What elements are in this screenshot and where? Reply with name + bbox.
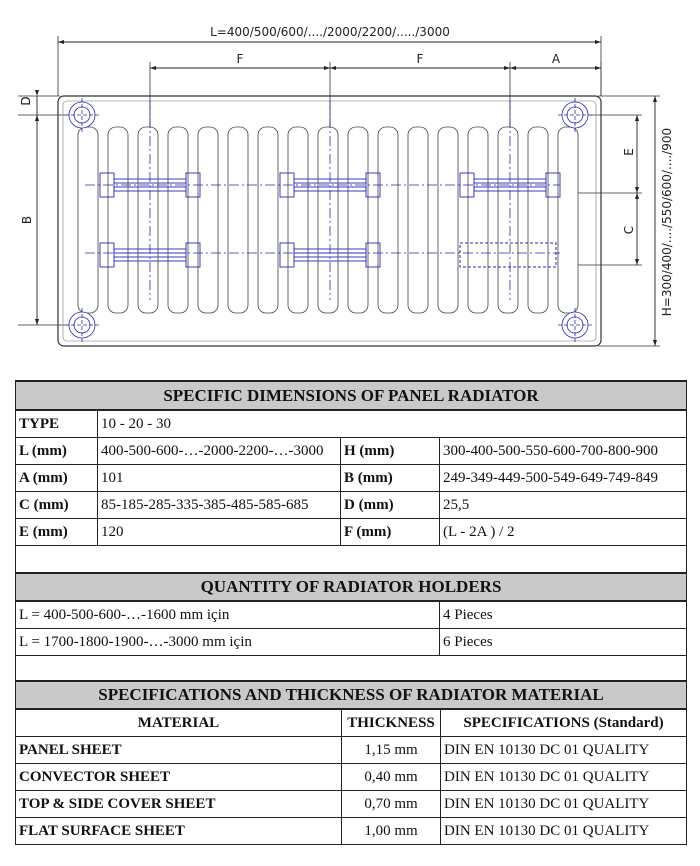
radiator-rib (528, 127, 548, 313)
holder-quantity: 4 Pieces (440, 601, 687, 629)
radiator-rib (438, 127, 458, 313)
c-dimension-label: C (622, 225, 636, 235)
material-table (15, 680, 687, 845)
f-dimension-label-left: F (236, 52, 244, 66)
dimension-label: A (mm) (16, 465, 98, 492)
radiator-rib (138, 127, 158, 313)
dimension-value: 120 (98, 519, 341, 546)
connection-port (558, 98, 592, 132)
dimension-label: H (mm) (341, 438, 440, 465)
dimension-label: L (mm) (16, 438, 98, 465)
dimension-value: (L - 2A ) / 2 (440, 519, 687, 546)
radiator-rib (318, 127, 338, 313)
dimension-value: 400-500-600-…-2000-2200-…-3000 (98, 438, 341, 465)
holders-title: QUANTITY OF RADIATOR HOLDERS (16, 573, 687, 601)
material-name: PANEL SHEET (16, 737, 342, 764)
dimension-label: B (mm) (341, 465, 440, 492)
type-label: TYPE (16, 410, 98, 438)
radiator-rib (468, 127, 488, 313)
material-name: FLAT SURFACE SHEET (16, 818, 342, 845)
radiator-rib (498, 127, 518, 313)
material-thickness: 1,00 mm (342, 818, 441, 845)
material-name: TOP & SIDE COVER SHEET (16, 791, 342, 818)
holder-range: L = 1700-1800-1900-…-3000 mm için (16, 629, 440, 656)
connection-port (65, 308, 99, 342)
b-dimension-label: B (20, 215, 34, 225)
radiator-rib (348, 127, 368, 313)
material-specification: DIN EN 10130 DC 01 QUALITY (441, 737, 687, 764)
material-specification: DIN EN 10130 DC 01 QUALITY (441, 764, 687, 791)
dimension-value: 300-400-500-550-600-700-800-900 (440, 438, 687, 465)
holder-quantity: 6 Pieces (440, 629, 687, 656)
radiator-rib (198, 127, 218, 313)
material-thickness: 0,70 mm (342, 791, 441, 818)
connection-port (65, 98, 99, 132)
e-dimension-label: E (622, 148, 636, 156)
dimension-label: E (mm) (16, 519, 98, 546)
radiator-rib (168, 127, 188, 313)
radiator-rib (258, 127, 278, 313)
dimension-label: F (mm) (341, 519, 440, 546)
material-specification: DIN EN 10130 DC 01 QUALITY (441, 791, 687, 818)
f-dimension-label-right: F (416, 52, 424, 66)
radiator-rib (558, 127, 578, 313)
radiator-rib (378, 127, 398, 313)
specification-table (15, 380, 687, 683)
spacer-row (16, 546, 687, 574)
material-name: CONVECTOR SHEET (16, 764, 342, 791)
height-dimension-label: H=300/400/..../550/600/..../900 (660, 127, 674, 317)
material-title: SPECIFICATIONS AND THICKNESS OF RADIATOR MATERIAL (16, 681, 687, 709)
dimension-value: 25,5 (440, 492, 687, 519)
spacer-row (16, 656, 687, 683)
radiator-rib (408, 127, 428, 313)
material-specification: DIN EN 10130 DC 01 QUALITY (441, 818, 687, 845)
dimension-label: D (mm) (341, 492, 440, 519)
type-value: 10 - 20 - 30 (98, 410, 687, 438)
length-dimension-label: L=400/500/600/..../2000/2200/...../3000 (210, 25, 450, 39)
a-dimension-label: A (551, 52, 561, 66)
d-dimension-label: D (19, 96, 33, 106)
radiator-rib (288, 127, 308, 313)
connection-port (558, 308, 592, 342)
dimension-label: C (mm) (16, 492, 98, 519)
dimension-value: 85-185-285-335-385-485-585-685 (98, 492, 341, 519)
radiator-rib (78, 127, 98, 313)
dimension-value: 249-349-449-500-549-649-749-849 (440, 465, 687, 492)
dimension-value: 101 (98, 465, 341, 492)
thickness-column-header: THICKNESS (342, 709, 441, 737)
specification-column-header: SPECIFICATIONS (Standard) (441, 709, 687, 737)
material-thickness: 0,40 mm (342, 764, 441, 791)
holder-range: L = 400-500-600-…-1600 mm için (16, 601, 440, 629)
material-thickness: 1,15 mm (342, 737, 441, 764)
radiator-technical-drawing (0, 0, 700, 370)
radiator-rib (108, 127, 128, 313)
radiator-rib (228, 127, 248, 313)
material-column-header: MATERIAL (16, 709, 342, 737)
dimensions-title: SPECIFIC DIMENSIONS OF PANEL RADIATOR (16, 381, 687, 410)
